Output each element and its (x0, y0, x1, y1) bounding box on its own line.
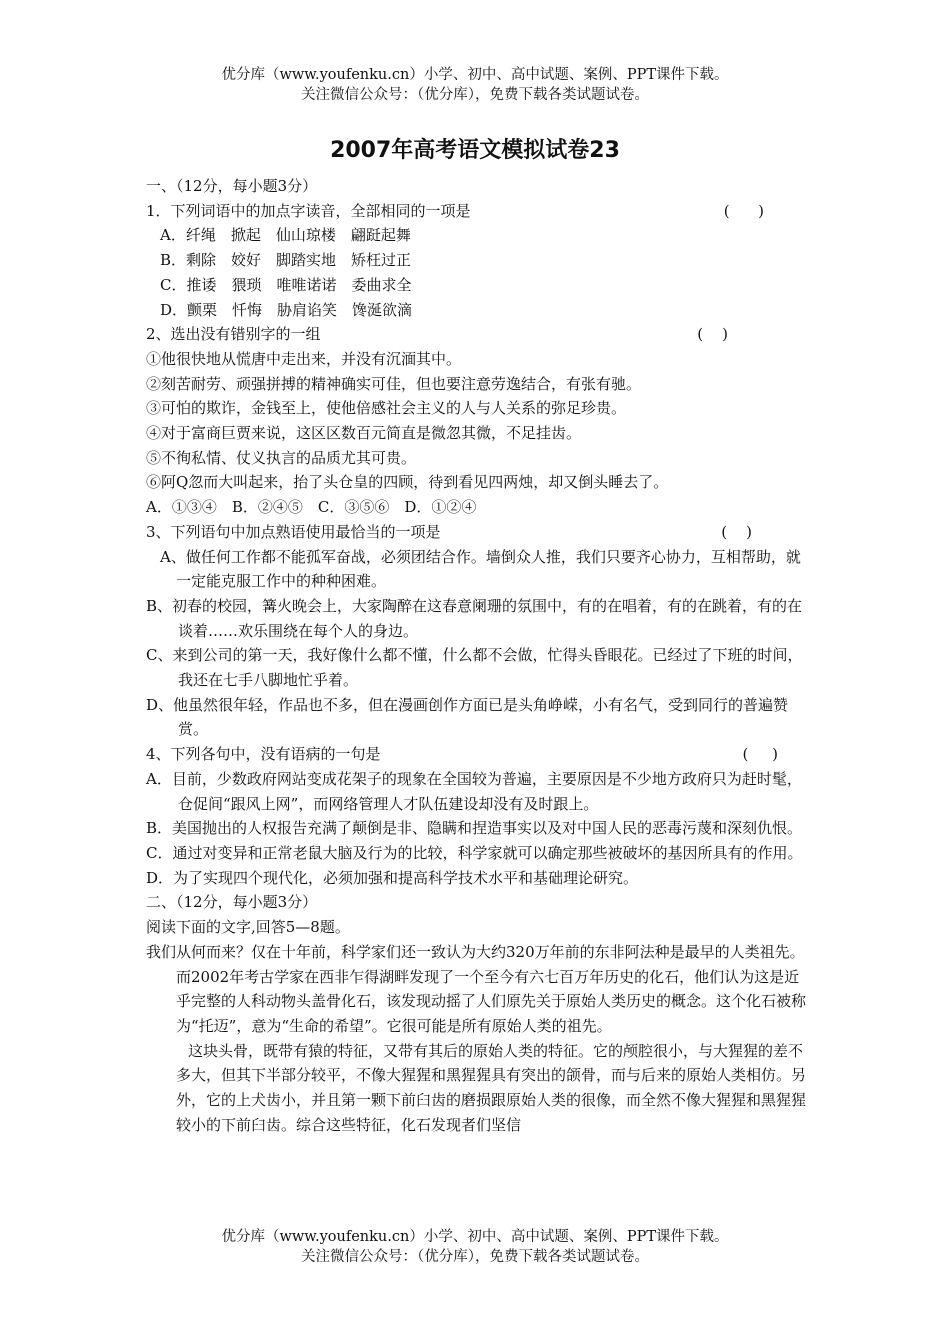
question-4-option-d: D．为了实现四个现代化，必须加强和提高科学技术水平和基础理论研究。 (146, 868, 639, 887)
question-2-stem: 2、选出没有错别字的一组 (146, 325, 321, 344)
question-1-answer-blank: ( ) (723, 201, 764, 220)
question-1-option-c: C．推诿 猥琐 唯唯诺诺 委曲求全 (160, 275, 412, 294)
section-1-heading: 一、（12分，每小题3分） (146, 177, 318, 195)
question-1-stem: 1．下列词语中的加点字读音，全部相同的一项是 (146, 201, 471, 220)
question-2-item-2: ②刻苦耐劳、顽强拼搏的精神确实可佳，但也要注意劳逸结合，有张有驰。 (146, 374, 642, 393)
question-2-item-3: ③可怕的欺诈，金钱至上，使他倍感社会主义的人与人关系的弥足珍贵。 (146, 399, 627, 418)
question-1-option-b: B．剩除 姣好 脚踏实地 矫枉过正 (160, 251, 412, 270)
question-1-option-d: D．颤栗 忏悔 胁肩谄笑 馋涎欲滴 (160, 300, 413, 319)
question-4-answer-blank: ( ) (742, 745, 778, 764)
question-4-option-c: C．通过对变异和正常老鼠大脑及行为的比较，科学家就可以确定那些被破坏的基因所具有的作用。 (146, 843, 803, 862)
section-2-instruction: 阅读下面的文字,回答5—8题。 (146, 918, 350, 937)
reading-paragraph-1: 我们从何而来？仅在十年前，科学家们还一致认为大约320万年前的东非阿法种是最早的人类祖先。而2002年考古学家在西非乍得湖畔发现了一个至今有六七百万年历史的化石，他们认为这是近乎完整的人科动物头盖骨化石，该发现动摇了人们原先关于原始人类历史的概念。这个化石被称为“托迈”，意为“生命的希望”。它很可能是所有原始人类的祖先。 (146, 942, 807, 1035)
question-2-answer-blank: ( ) (697, 325, 728, 344)
question-4-stem-row (146, 742, 814, 767)
question-4-option-b: B．美国抛出的人权报告充满了颠倒是非、隐瞒和捏造事实以及对中国人民的恶毒污蔑和深刻仇恨。 (146, 819, 803, 838)
question-2-stem-row (146, 322, 814, 347)
question-1-stem-row (146, 199, 814, 224)
question-2-answer-choices: A．①③④ B．②④⑤ C．③⑤⑥ D．①②④ (146, 498, 477, 517)
header-line-2: 关注微信公众号：（优分库），免费下载各类试题试卷。 (301, 87, 649, 103)
exam-content (146, 174, 814, 1137)
header-line-1: 优分库（www.youfenku.cn）小学、初中、高中试题、案例、PPT课件下载。 (221, 67, 729, 83)
question-1-option-a: A．纤绳 掀起 仙山琼楼 翩跹起舞 (160, 226, 411, 245)
question-3-option-d: D、他虽然很年轻，作品也不多，但在漫画创作方面已是头角峥嵘，小有名气，受到同行的普遍赞赏。 (146, 695, 789, 739)
footer-banner (0, 1227, 950, 1267)
question-4-option-a: A．目前，少数政府网站变成花架子的现象在全国较为普遍，主要原因是不少地方政府只为赶时髦，仓促间“跟风上网”，而网络管理人才队伍建设却没有及时跟上。 (146, 769, 802, 813)
footer-line-1: 优分库（www.youfenku.cn）小学、初中、高中试题、案例、PPT课件下载。 (221, 1229, 729, 1245)
question-2-item-4: ④对于富商巨贾来说，这区区数百元简直是微忽其微，不足挂齿。 (146, 424, 582, 443)
question-2-item-6: ⑥阿Q忽而大叫起来，抬了头仓皇的四顾，待到看见四两烛，却又倒头睡去了。 (146, 473, 669, 492)
reading-paragraph-2: 这块头骨，既带有猿的特征，又带有其后的原始人类的特征。它的颅腔很小，与大猩猩的差不多大，但其下半部分较平，不像大猩猩和黑猩猩具有突出的颌骨，而与后来的原始人类相仿。另外，它的上犬齿小，并且第一颗下前臼齿的磨损跟原始人类的很像，而全然不像大猩猩和黑猩猩较小的下前臼齿。综合这些特征，化石发现者们坚信 (176, 1041, 807, 1134)
question-2-item-5: ⑤不徇私情、仗义执言的品质尤其可贵。 (146, 448, 417, 467)
question-3-stem: 3、下列语句中加点熟语使用最恰当的一项是 (146, 522, 441, 541)
page-title: 2007年高考语文模拟试卷23 (330, 138, 620, 163)
question-3-option-c: C、来到公司的第一天，我好像什么都不懂，什么都不会做，忙得头昏眼花。已经过了下班的时间，我还在七手八脚地忙乎着。 (146, 646, 803, 690)
question-3-option-b: B、初春的校园，篝火晚会上，大家陶醉在这春意阑珊的氛围中，有的在唱着，有的在跳着，有的在谈着……欢乐围绕在每个人的身边。 (146, 596, 803, 640)
section-2-heading: 二、（12分，每小题3分） (146, 893, 318, 912)
question-4-stem: 4、下列各句中，没有语病的一句是 (146, 745, 381, 764)
footer-line-2: 关注微信公众号：（优分库），免费下载各类试题试卷。 (301, 1249, 649, 1265)
question-2-item-1: ①他很快地从慌唐中走出来，并没有沉湎其中。 (146, 349, 462, 368)
header-banner (0, 65, 950, 105)
question-3-stem-row (146, 520, 814, 545)
question-3-answer-blank: ( ) (721, 522, 752, 541)
question-3-option-a: A、做任何工作都不能孤军奋战，必须团结合作。墙倒众人推，我们只要齐心协力，互相帮助，就一定能克服工作中的种种困难。 (160, 547, 801, 591)
